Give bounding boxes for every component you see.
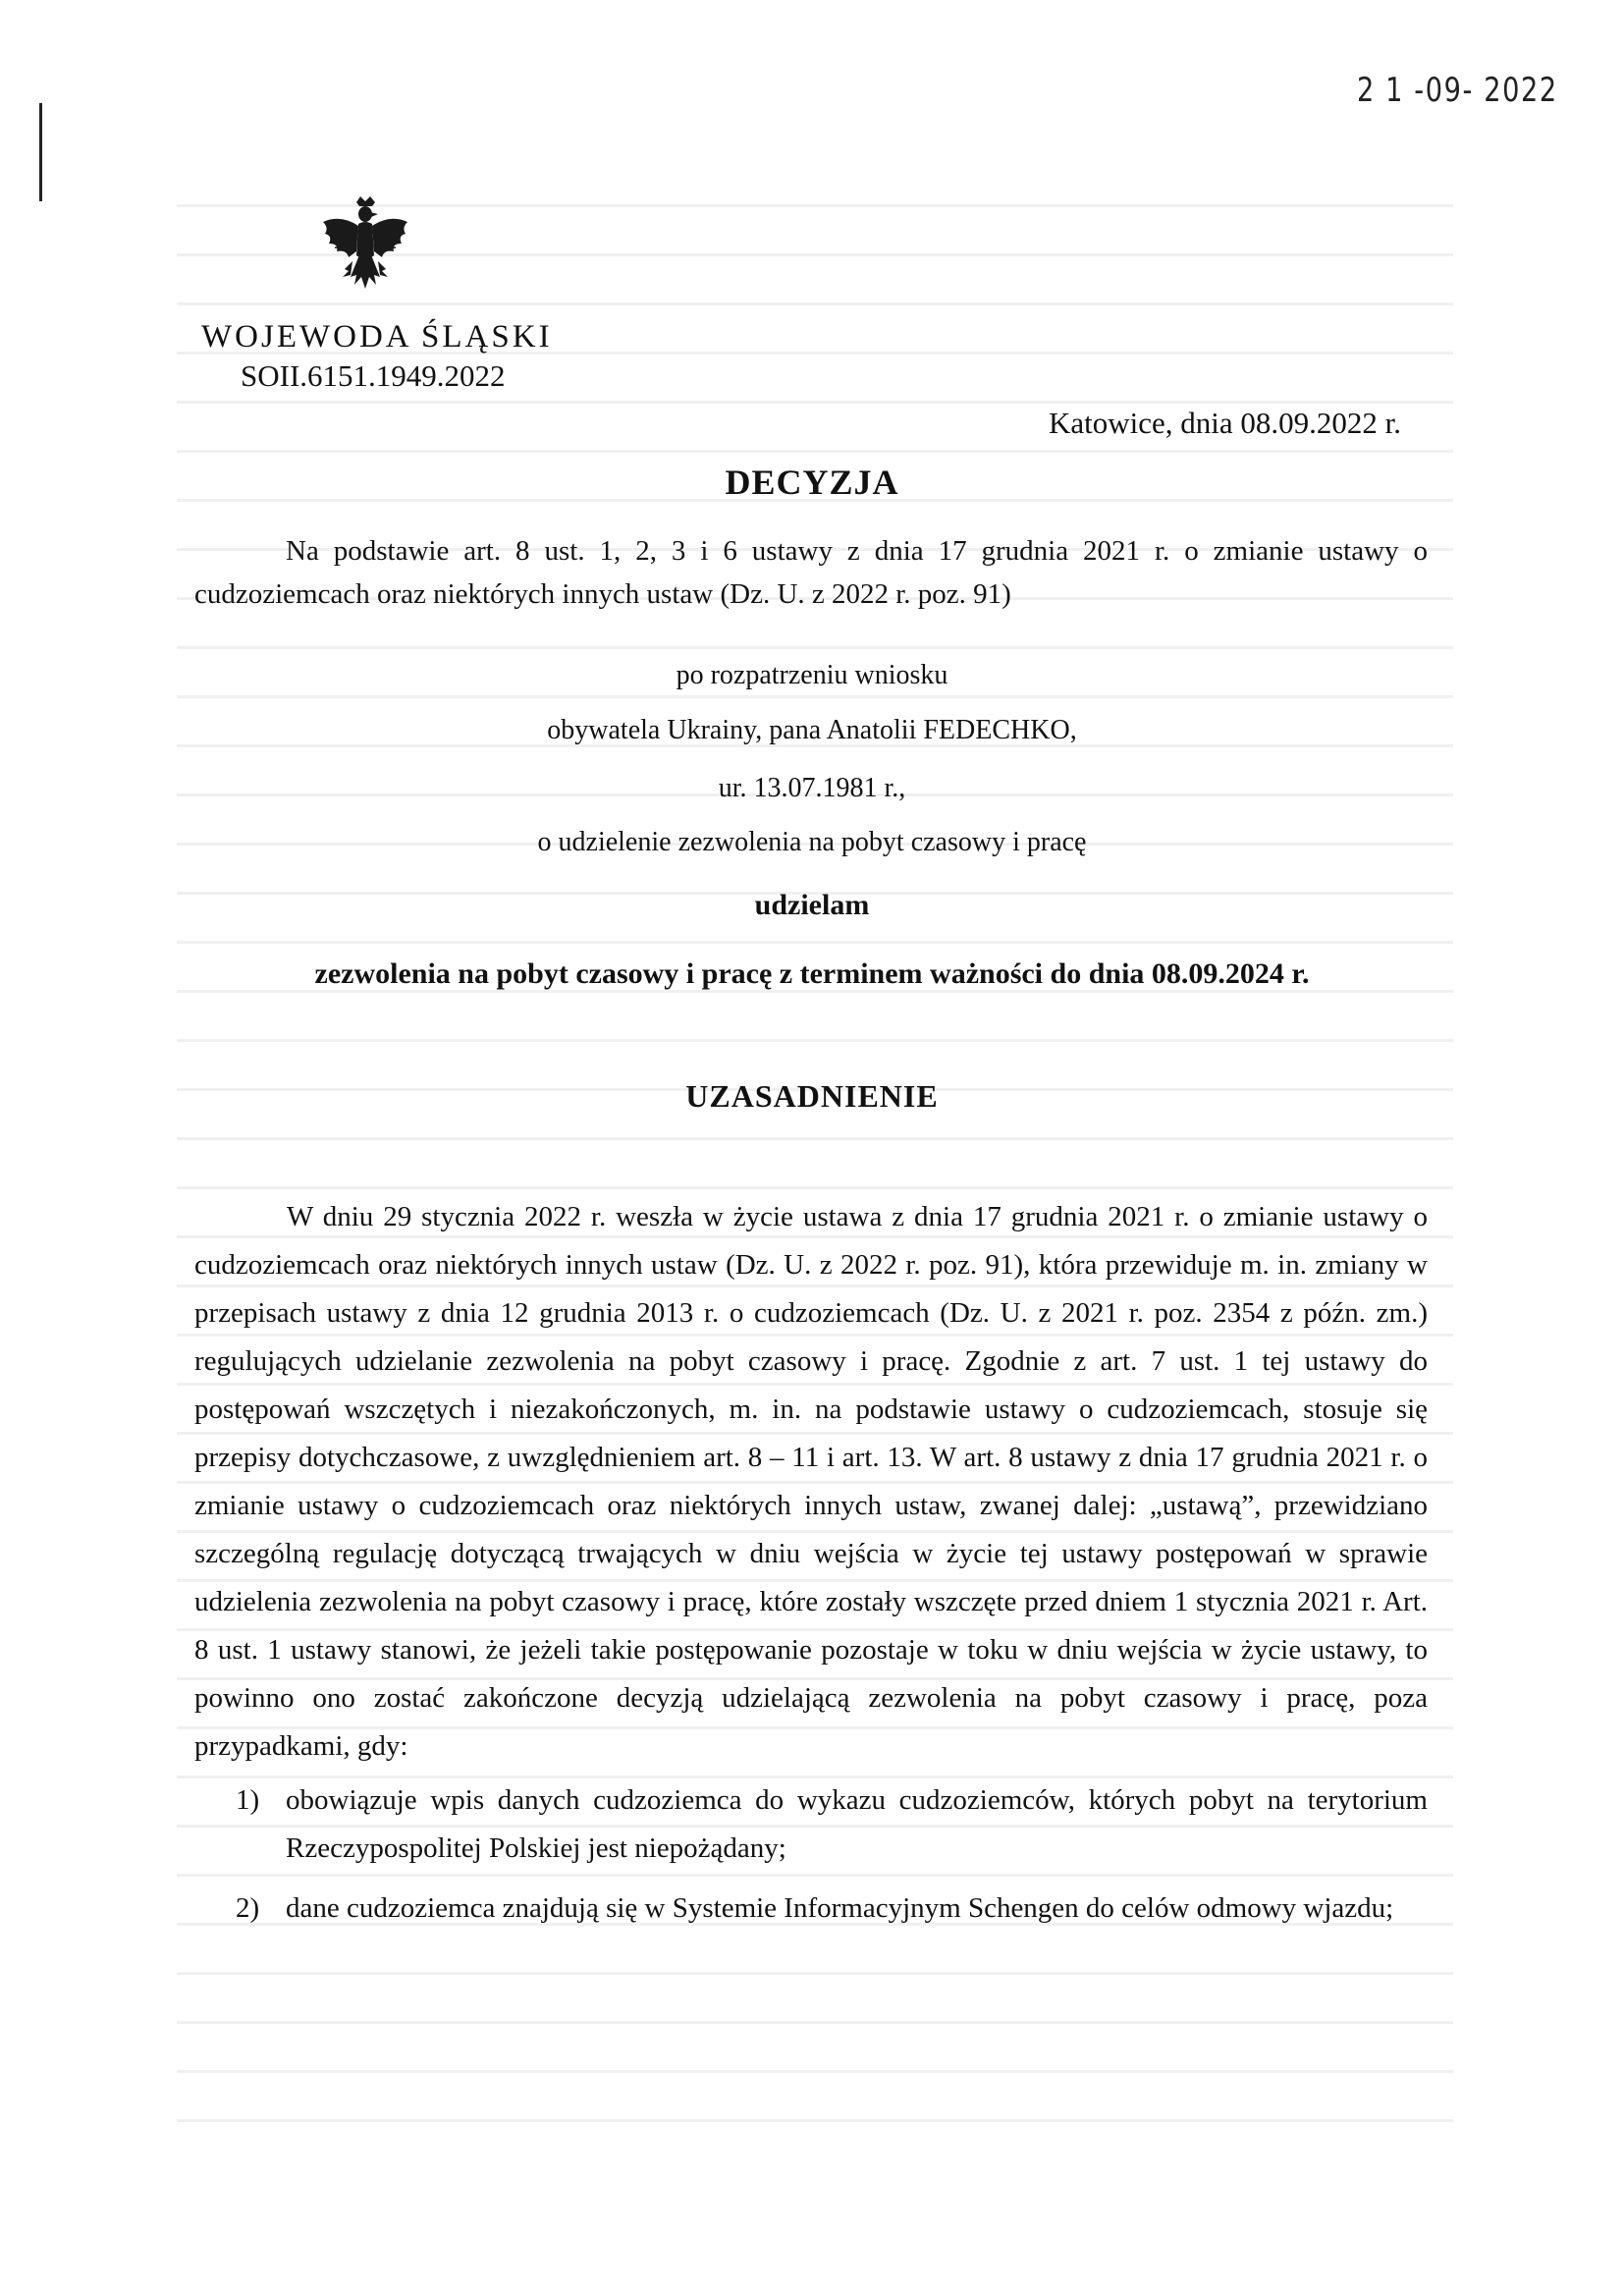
- margin-pen-mark: [39, 103, 42, 201]
- justification-title: UZASADNIENIE: [685, 1078, 939, 1114]
- birth-date-line: ur. 13.07.1981 r.,: [718, 773, 906, 803]
- decision-title: DECYZJA: [725, 463, 899, 502]
- place-and-date: Katowice, dnia 08.09.2022 r.: [1049, 406, 1402, 440]
- case-signature: SOII.6151.1949.2022: [241, 358, 506, 393]
- legal-basis-paragraph: [194, 530, 1428, 616]
- legal-basis-text: Na podstawie art. 8 ust. 1, 2, 3 i 6 ustawy z dnia 17 grudnia 2021 r. o zmianie ustawy o cudzoziemcach oraz niektórych innych ustaw (Dz. U. z 2022 r. poz. 91): [194, 535, 1428, 610]
- list-item: [194, 1777, 1428, 1873]
- consideration-line: po rozpatrzeniu wniosku: [676, 660, 948, 690]
- justification-paragraph: [194, 1193, 1428, 1771]
- received-date-stamp: 2 1 -09- 2022: [1357, 71, 1558, 110]
- polish-eagle-emblem: [319, 194, 412, 312]
- list-item-number: 2): [236, 1892, 260, 1924]
- list-item-text: dane cudzoziemca znajdują się w Systemie Informacyjnym Schengen do celów odmowy wjazdu;: [286, 1892, 1394, 1924]
- exceptions-list: [194, 1777, 1428, 1944]
- permit-grant-line: zezwolenia na pobyt czasowy i pracę z terminem ważności do dnia 08.09.2024 r.: [314, 957, 1310, 990]
- verdict-word: udzielam: [754, 889, 870, 921]
- justification-text: W dniu 29 stycznia 2022 r. weszła w życie ustawa z dnia 17 grudnia 2021 r. o zmianie ustawy o cudzoziemcach oraz niektórych innych ustaw (Dz. U. z 2022 r. poz. 91), która przewiduje m. in. zmiany w przepisach ustawy z dnia 12 grudnia 2013 r. o cudzoziemcach (Dz. U. z 2021 r. poz. 2354 z późn. zm.) regulujących udzielanie zezwolenia na pobyt czasowy i pracę. Zgodnie z art. 7 ust. 1 tej ustawy do postępowań wszczętych i niezakończonych, m. in. na podstawie ustawy o cudzoziemcach, stosuje się przepisy dotychczasowe, z uwzględnieniem art. 8 – 11 i art. 13. W art. 8 ustawy z dnia 17 grudnia 2021 r. o zmianie ustawy o cudzoziemcach oraz niektórych innych ustaw, zwanej dalej: „ustawą”, przewidziano szczególną regulację dotyczącą trwających w dniu wejścia w życie tej ustawy postępowań w sprawie udzielenia zezwolenia na pobyt czasowy i pracę, które zostały wszczęte przed dniem 1 stycznia 2021 r. Art. 8 ust. 1 ustawy stanowi, że jeżeli takie postępowanie pozostaje w toku w dniu wejścia w życie ustawy, to powinno ono zostać zakończone decyzją udzielającą zezwolenia na pobyt czasowy i pracę, poza przypadkami, gdy:: [194, 1201, 1428, 1762]
- issuing-authority: WOJEWODA ŚLĄSKI: [201, 319, 553, 355]
- list-item-number: 1): [236, 1784, 260, 1816]
- application-subject-line: o udzielenie zezwolenia na pobyt czasowy i pracę: [537, 827, 1087, 857]
- list-item: [194, 1885, 1428, 1933]
- list-item-text: obowiązuje wpis danych cudzoziemca do wykazu cudzoziemców, których pobyt na terytorium Rzeczypospolitej Polskiej jest niepożądany;: [286, 1784, 1428, 1864]
- applicant-line: obywatela Ukrainy, pana Anatolii FEDECHKO,: [547, 715, 1077, 745]
